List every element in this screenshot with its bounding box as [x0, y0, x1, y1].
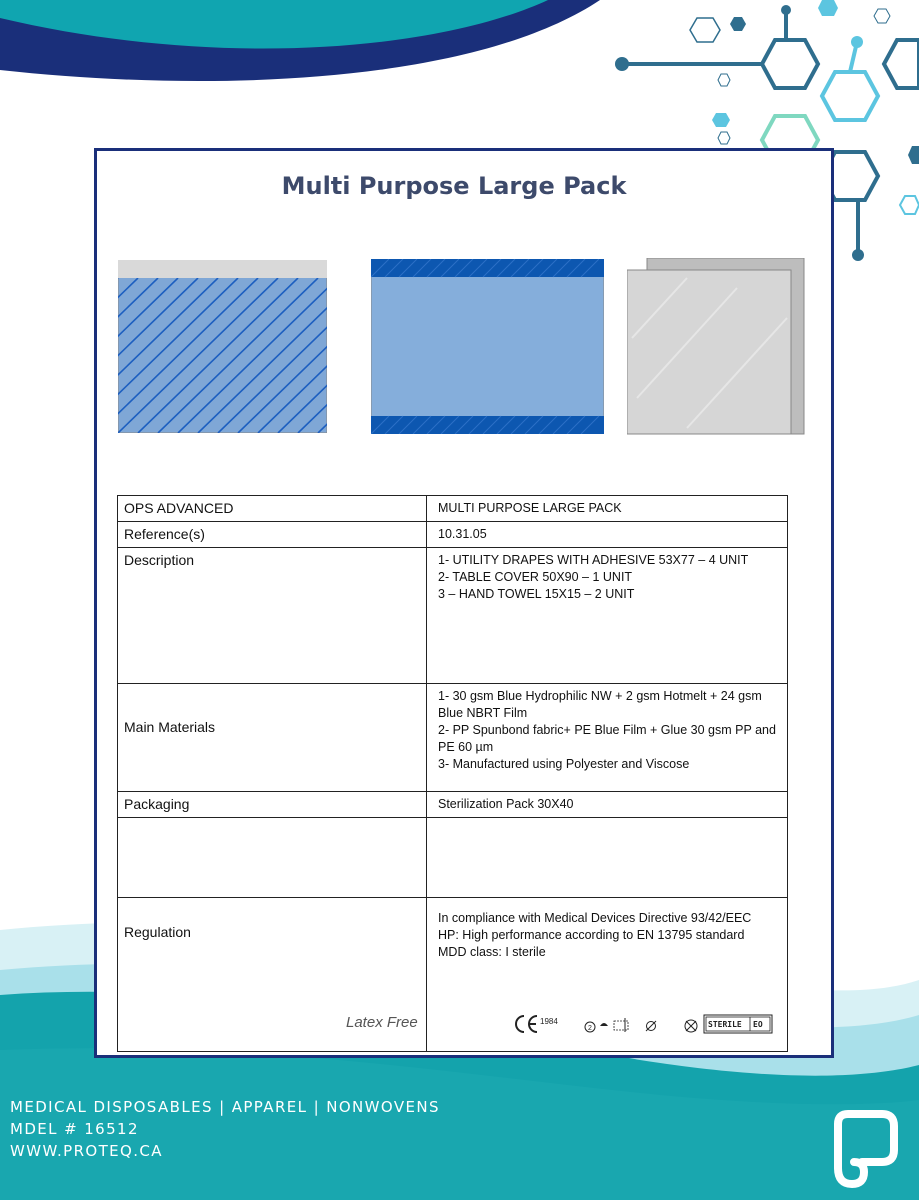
value-line: 1- 30 gsm Blue Hydrophilic NW + 2 gsm Hotmelt + 24 gsm — [438, 689, 762, 703]
row-label — [118, 818, 427, 898]
do-not-resterilize-icon — [646, 1021, 656, 1031]
value-line: HP: High performance according to EN 13795 standard — [438, 928, 745, 942]
row-value — [427, 818, 788, 898]
row-label: Packaging — [118, 792, 427, 818]
footer-tagline: MEDICAL DISPOSABLES | APPAREL | NONWOVENS — [10, 1098, 440, 1116]
row-label: Description — [118, 548, 427, 684]
regulatory-symbols — [512, 1012, 782, 1038]
eo-text: EO — [753, 1020, 763, 1029]
row-value — [427, 792, 788, 818]
table-row — [118, 548, 788, 684]
value-line: In compliance with Medical Devices Directive 93/42/EEC — [438, 911, 752, 925]
footer-mdel: MDEL # 16512 — [10, 1120, 139, 1138]
row-label: Regulation — [118, 898, 427, 1052]
utility-drape-image — [118, 260, 327, 433]
symbols-row — [512, 1012, 782, 1038]
value-line: Blue NBRT Film — [438, 706, 528, 720]
value-line: PE 60 µm — [438, 740, 494, 754]
table-cover-image — [371, 259, 604, 434]
table-row — [118, 818, 788, 898]
value-line: 3- Manufactured using Polyester and Viscose — [438, 757, 690, 771]
row-value — [427, 684, 788, 792]
spec-table — [117, 495, 788, 1052]
value-line: 2- TABLE COVER 50X90 – 1 UNIT — [438, 570, 633, 584]
value-line: 3 – HAND TOWEL 15X15 – 2 UNIT — [438, 587, 635, 601]
latex-free-label: Latex Free — [346, 1014, 418, 1031]
value-line: MULTI PURPOSE LARGE PACK — [438, 501, 622, 515]
table-row — [118, 792, 788, 818]
single-use-icon — [585, 1022, 595, 1032]
document-title: Multi Purpose Large Pack — [281, 172, 627, 200]
row-label: OPS ADVANCED — [118, 496, 427, 522]
value-line: MDD class: I sterile — [438, 945, 546, 959]
value-line: 2- PP Spunbond fabric+ PE Blue Film + Glue 30 gsm PP and — [438, 723, 776, 737]
ce-mark-icon — [516, 1016, 537, 1032]
sterile-text: STERILE — [708, 1020, 742, 1029]
sterile-eo-icon — [704, 1015, 772, 1033]
row-value — [427, 496, 788, 522]
value-line: 10.31.05 — [438, 527, 487, 541]
footer — [10, 1096, 440, 1162]
do-not-use-if-damaged-icon — [685, 1020, 697, 1032]
table-row — [118, 496, 788, 522]
row-label: Reference(s) — [118, 522, 427, 548]
row-value — [427, 548, 788, 684]
value-line: 1- UTILITY DRAPES WITH ADHESIVE 53X77 – 4 UNIT — [438, 553, 749, 567]
footer-website[interactable]: WWW.PROTEQ.CA — [10, 1142, 163, 1160]
temperature-icon — [614, 1018, 628, 1032]
proteq-logo-icon — [824, 1108, 900, 1190]
hand-towel-image — [627, 258, 805, 435]
row-label: Main Materials — [118, 684, 427, 792]
ce-year: 1984 — [540, 1017, 558, 1026]
row-value — [427, 522, 788, 548]
table-row — [118, 684, 788, 792]
keep-dry-icon — [600, 1023, 608, 1026]
table-row — [118, 522, 788, 548]
svg-text:2: 2 — [588, 1025, 592, 1032]
value-line: Sterilization Pack 30X40 — [438, 797, 574, 811]
